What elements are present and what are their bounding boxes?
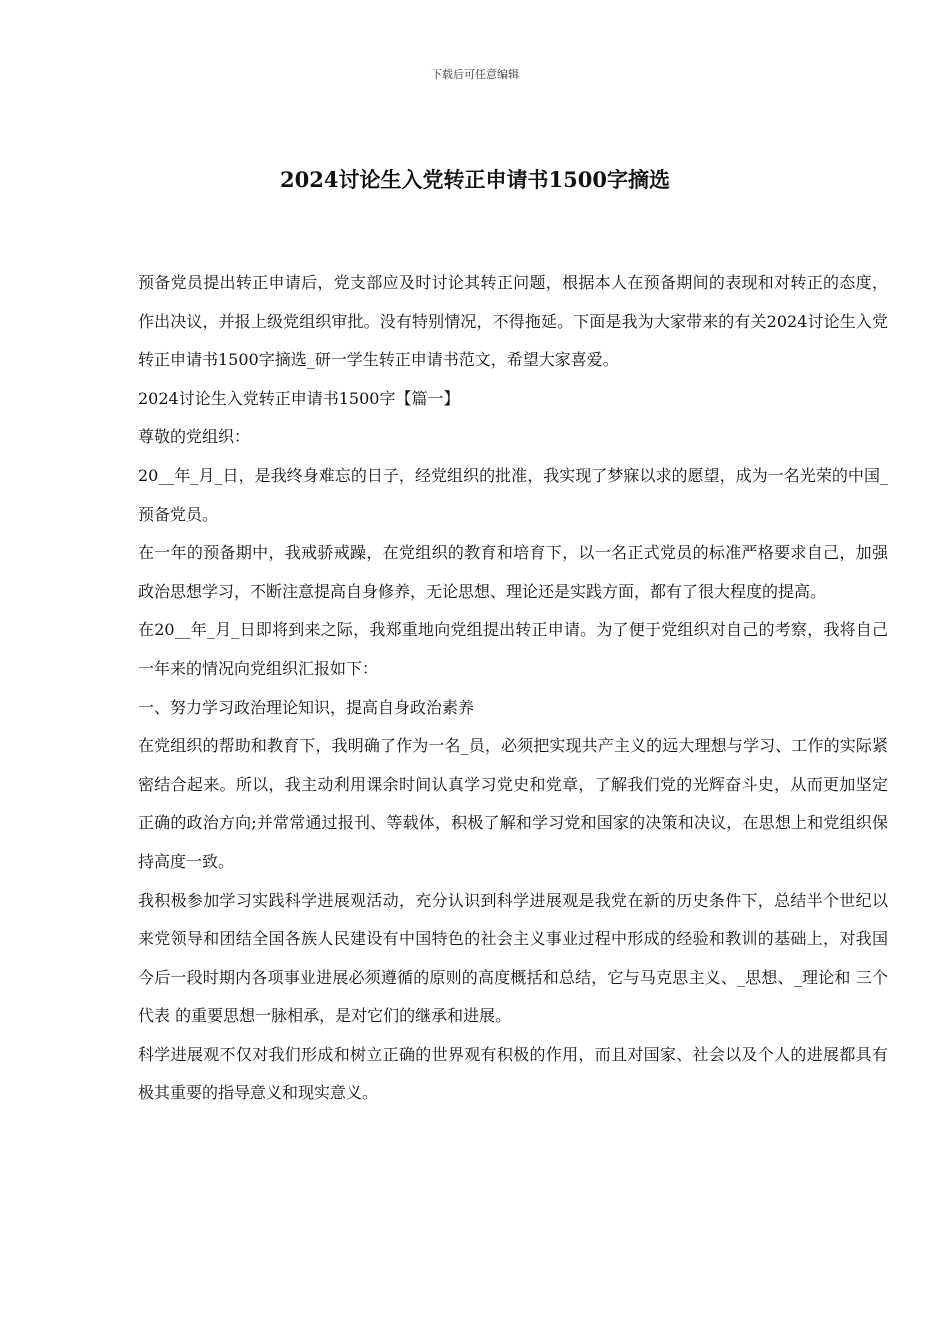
subsection-heading: 一、努力学习政治理论知识，提高自身政治素养 — [138, 697, 475, 717]
salutation: 尊敬的党组织： — [138, 427, 251, 447]
body-paragraph: 我积极参加学习实践科学进展观活动，充分认识到科学进展观是我党在新的历史条件下，总结半个世纪以来党领导和团结全国各族人民建设有中国特色的社会主义事业过程中形成的经验和教训的基础上，对我国今后一段时期内各项事业进展必须遵循的原则的高度概括和总结，它与马克思主义、_思想、_理论和 三个代表 的重要思想一脉相承，是对它们的继承和进展。 — [138, 890, 888, 1026]
intro-paragraph: 预备党员提出转正申请后，党支部应及时讨论其转正问题，根据本人在预备期间的表现和对转正的态度，作出决议，并报上级党组织审批。没有特别情况，不得拖延。下面是我为大家带来的有关2024讨论生入党转正申请书1500字摘选_研一学生转正申请书范文，希望大家喜爱。 — [138, 273, 888, 370]
body-paragraph: 科学进展观不仅对我们形成和树立正确的世界观有积极的作用，而且对国家、社会以及个人的进展都具有极其重要的指导意义和现实意义。 — [138, 1044, 888, 1103]
body-paragraph: 在20__年_月_日即将到来之际，我郑重地向党组提出转正申请。为了便于党组织对自己的考察，我将自己一年来的情况向党组织汇报如下： — [138, 620, 888, 678]
document-body — [138, 264, 888, 1113]
body-paragraph: 20__年_月_日，是我终身难忘的日子，经党组织的批准，我实现了梦寐以求的愿望，成为一名光荣的中国_预备党员。 — [138, 465, 888, 524]
section-heading: 2024讨论生入党转正申请书1500字【篇一】 — [138, 388, 460, 408]
page-header: 下载后可任意编辑 — [431, 68, 519, 81]
body-paragraph: 在一年的预备期中，我戒骄戒躁，在党组织的教育和培育下，以一名正式党员的标准严格要求自己，加强政治思想学习，不断注意提高自身修养，无论思想、理论还是实践方面，都有了很大程度的提高。 — [138, 543, 888, 601]
document-title: 2024讨论生入党转正申请书1500字摘选 — [280, 167, 670, 192]
body-paragraph: 在党组织的帮助和教育下，我明确了作为一名_员，必须把实现共产主义的远大理想与学习、工作的实际紧密结合起来。所以，我主动利用课余时间认真学习党史和党章，了解我们党的光辉奋斗史，从而更加坚定正确的政治方向;并常常通过报刊、等载体，积极了解和学习党和国家的决策和决议，在思想上和党组织保持高度一致。 — [138, 736, 888, 871]
